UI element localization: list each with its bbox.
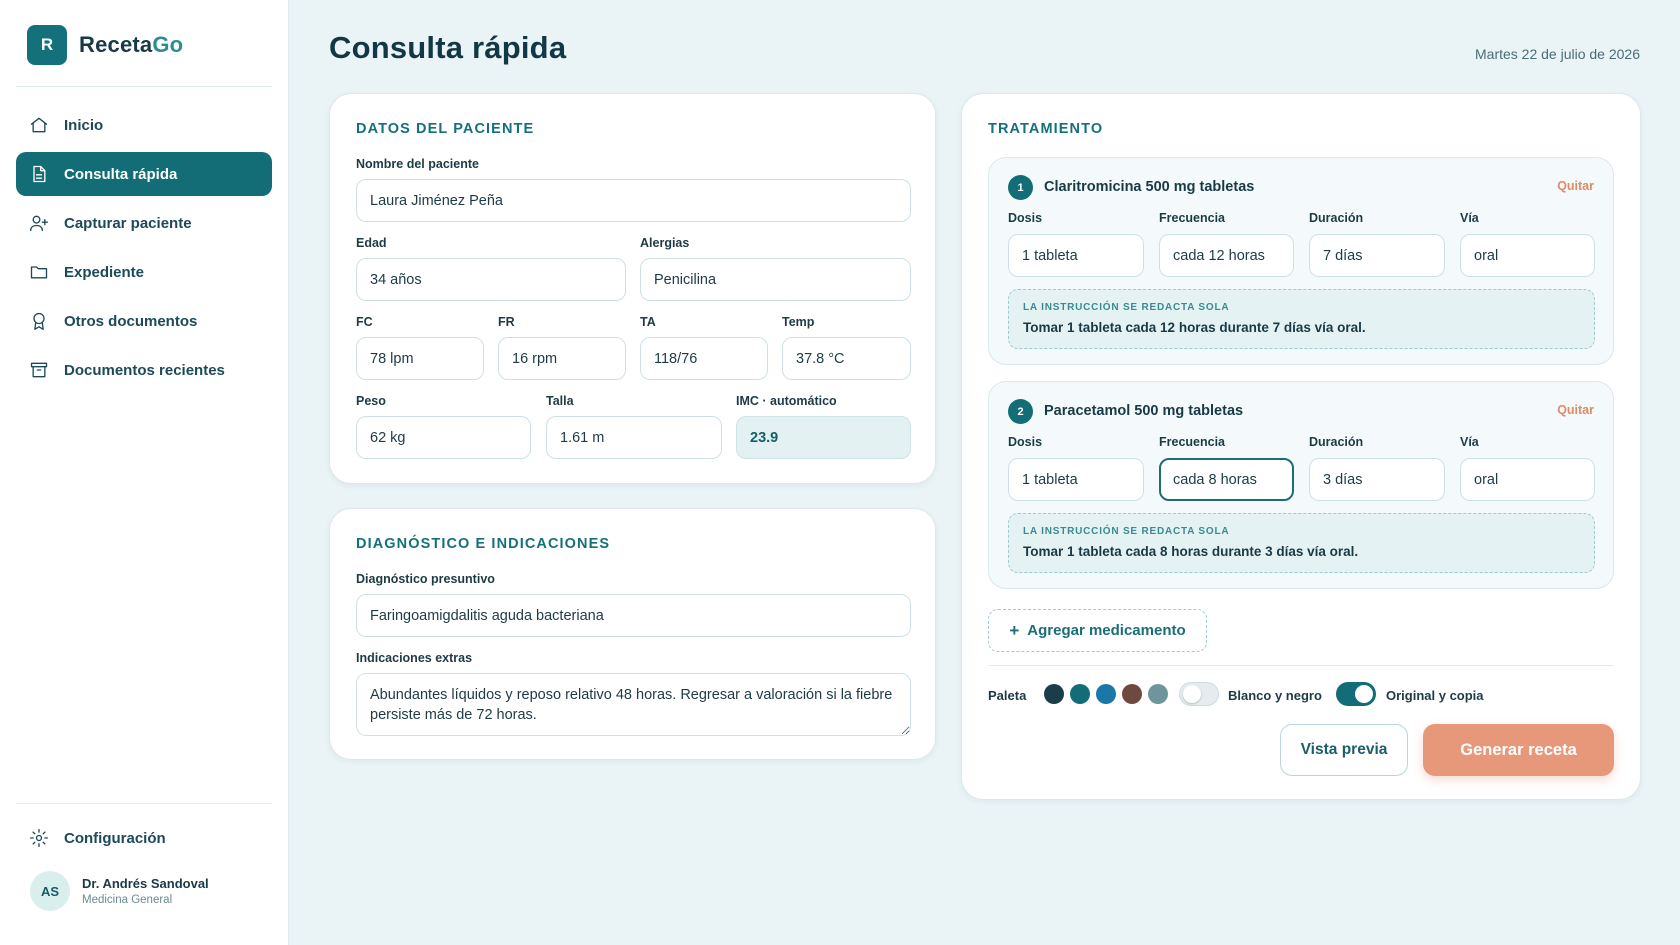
remove-medication-button[interactable]: Quitar (1557, 403, 1594, 417)
palette-swatch[interactable] (1044, 684, 1064, 704)
archive-icon (29, 360, 49, 380)
bw-toggle[interactable] (1179, 682, 1219, 706)
sidebar-item-capturar-paciente[interactable] (16, 201, 272, 245)
medication-number: 1 (1008, 175, 1033, 200)
generate-prescription-button[interactable]: Generar receta (1423, 724, 1614, 776)
field-label: Diagnóstico presuntivo (356, 572, 495, 586)
duration-field[interactable] (1309, 458, 1445, 501)
field-label: Duración (1309, 435, 1364, 449)
instruction-text: Tomar 1 tableta cada 8 horas durante 3 días vía oral. (1023, 544, 1359, 559)
bw-toggle-label: Blanco y negro (1228, 688, 1322, 703)
sidebar-nav (16, 103, 272, 397)
extra-indications-field[interactable] (356, 673, 911, 736)
field-label: Nombre del paciente (356, 157, 479, 171)
brand-name-accent: Go (152, 32, 184, 57)
medication-name: Paracetamol 500 mg tabletas (1044, 403, 1244, 419)
age-field[interactable] (356, 258, 626, 301)
brand-name (79, 32, 183, 58)
instruction-label: LA INSTRUCCIÓN SE REDACTA SOLA (1023, 302, 1230, 313)
gear-icon (29, 828, 49, 848)
fr-field[interactable] (498, 337, 626, 380)
fc-field[interactable] (356, 337, 484, 380)
brand-mark: R (27, 25, 67, 65)
document-icon (29, 164, 49, 184)
avatar: AS (30, 871, 70, 911)
user-name: Dr. Andrés Sandoval (82, 876, 209, 891)
user-role: Medicina General (82, 894, 173, 906)
frequency-field[interactable] (1159, 234, 1294, 277)
palette-swatch[interactable] (1148, 684, 1168, 704)
diagnosis-card (329, 508, 936, 760)
patient-name-field[interactable] (356, 179, 911, 222)
field-label: Peso (356, 394, 386, 408)
height-field[interactable] (546, 416, 722, 459)
sidebar-item-expediente[interactable] (16, 250, 272, 294)
field-label: Dosis (1008, 211, 1043, 225)
palette-swatch[interactable] (1096, 684, 1116, 704)
brand-name-main: Receta (79, 32, 153, 57)
route-field[interactable] (1460, 234, 1595, 277)
sidebar-item-otros-documentos[interactable] (16, 299, 272, 343)
palette-label: Paleta (988, 688, 1027, 703)
diagnosis-field[interactable] (356, 594, 911, 637)
medication-name: Claritromicina 500 mg tabletas (1044, 179, 1255, 195)
field-label: Vía (1460, 211, 1479, 225)
plus-icon: + (1009, 620, 1020, 640)
weight-field[interactable] (356, 416, 531, 459)
allergies-field[interactable] (640, 258, 911, 301)
field-label: FC (356, 315, 373, 329)
sidebar-divider (16, 803, 272, 804)
copy-toggle[interactable] (1336, 682, 1376, 706)
home-icon (29, 115, 49, 135)
treatment-card (961, 93, 1641, 800)
sidebar-item-consulta-rapida[interactable] (16, 152, 272, 196)
sidebar-item-configuracion[interactable] (16, 816, 272, 860)
duration-field[interactable] (1309, 234, 1445, 277)
folder-icon (29, 262, 49, 282)
field-label: Talla (546, 394, 574, 408)
user-info (82, 876, 209, 906)
palette-swatch[interactable] (1070, 684, 1090, 704)
field-label: IMC · automático (736, 394, 837, 408)
field-label: Frecuencia (1159, 211, 1226, 225)
copy-toggle-label: Original y copia (1386, 688, 1484, 703)
sidebar-item-label: Inicio (64, 116, 104, 134)
palette-swatch[interactable] (1122, 684, 1142, 704)
instruction-text: Tomar 1 tableta cada 12 horas durante 7 días vía oral. (1023, 320, 1366, 335)
card-title: DIAGNÓSTICO E INDICACIONES (356, 536, 611, 552)
sidebar-item-label: Capturar paciente (64, 214, 192, 232)
field-label: Duración (1309, 211, 1364, 225)
sidebar-item-label: Consulta rápida (64, 165, 178, 183)
sidebar-item-documentos-recientes[interactable] (16, 348, 272, 392)
toggle-knob (1183, 685, 1201, 703)
auto-instruction (1008, 513, 1595, 573)
remove-medication-button[interactable]: Quitar (1557, 179, 1594, 193)
award-icon (29, 311, 49, 331)
sidebar (0, 0, 289, 945)
medication-item (988, 381, 1614, 589)
field-label: Dosis (1008, 435, 1043, 449)
route-field[interactable] (1460, 458, 1595, 501)
card-title: DATOS DEL PACIENTE (356, 121, 535, 137)
frequency-field[interactable] (1159, 458, 1294, 501)
sidebar-item-inicio[interactable] (16, 103, 272, 147)
dose-field[interactable] (1008, 234, 1144, 277)
user-profile[interactable] (30, 871, 209, 911)
toggle-knob (1355, 685, 1373, 703)
medication-item (988, 157, 1614, 365)
add-medication-label: Agregar medicamento (1027, 622, 1186, 639)
instruction-label: LA INSTRUCCIÓN SE REDACTA SOLA (1023, 526, 1230, 537)
field-label: Vía (1460, 435, 1479, 449)
field-label: FR (498, 315, 515, 329)
page-title: Consulta rápida (329, 30, 567, 65)
page-date: Martes 22 de julio de 2026 (1475, 46, 1640, 62)
ta-field[interactable] (640, 337, 768, 380)
medication-number: 2 (1008, 399, 1033, 424)
card-title: TRATAMIENTO (988, 121, 1104, 137)
divider (988, 665, 1614, 666)
sidebar-item-label: Otros documentos (64, 312, 198, 330)
brand-logo[interactable] (27, 25, 183, 65)
bmi-field (736, 416, 911, 459)
sidebar-item-label: Expediente (64, 263, 145, 281)
sidebar-item-label: Configuración (64, 829, 166, 847)
field-label: TA (640, 315, 656, 329)
field-label: Frecuencia (1159, 435, 1226, 449)
dose-field[interactable] (1008, 458, 1144, 501)
auto-instruction (1008, 289, 1595, 349)
field-label: Indicaciones extras (356, 651, 473, 665)
user-plus-icon (29, 213, 49, 233)
field-label: Temp (782, 315, 815, 329)
add-medication-button[interactable] (988, 609, 1207, 652)
sidebar-item-label: Documentos recientes (64, 361, 225, 379)
field-label: Edad (356, 236, 387, 250)
settings-section (16, 816, 272, 865)
patient-card (329, 93, 936, 484)
preview-button[interactable]: Vista previa (1280, 724, 1408, 776)
sidebar-divider (16, 86, 272, 87)
field-label: Alergias (640, 236, 690, 250)
temp-field[interactable] (782, 337, 911, 380)
